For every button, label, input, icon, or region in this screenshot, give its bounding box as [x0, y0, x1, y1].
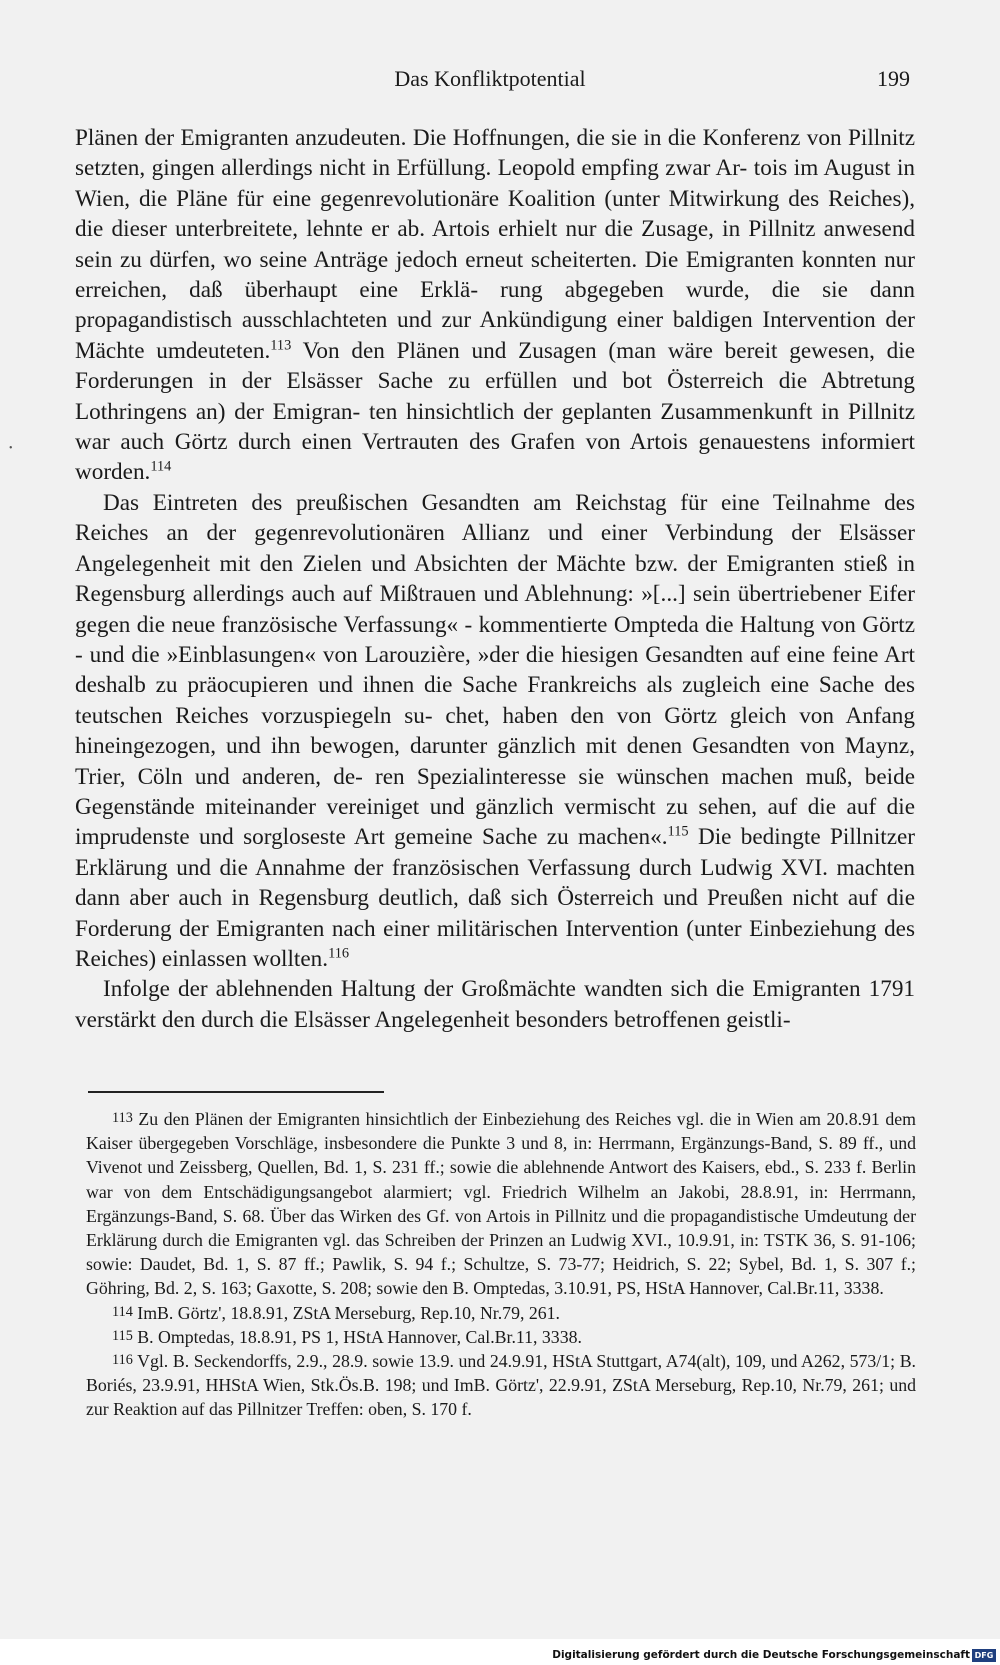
- footnote-116: $^{116}$ Vgl. B. Seckendorffs, 2.9., 28.9. sowie 13.9. und 24.9.91, HStA Stuttgart, A74(alt), 109, und A262, 573/1; B. Boriés, 23.9.91, HHStA Wien, Stk.Ös.B. 198; und ImB. Görtz', 22.9.91, ZStA Merseburg, Rep.10, Nr.79, 261; und zur Reaktion auf das Pillnitzer Treffen: oben, S. 170 f.: [86, 1351, 916, 1420]
- paragraph-2: Das Eintreten des preußischen Gesandten am Reichstag für eine Teilnahme des Reiches an der gegenrevolutionären Allianz und einer Verbindung der Elsässer Angelegenheit mit den Zielen und Absichten der Mächte bzw. der Emigranten stieß in Regensburg allerdings auch auf Mißtrauen und Ablehnung: »[...] sein übertriebener Eifer gegen die neue französische Verfassung« - kommentierte Ompteda die Haltung von Görtz - und die »Einblasungen« von Larouzière, »der die hiesigen Gesandten auf eine feine Art deshalb zu präocupieren und ihnen die Sache Frankreichs als zugleich eine Sache des teutschen Reiches vorzuspiegeln su- chet, haben den von Görtz gleich von Anfang hineingezogen, und ihn bewogen, darunter gänzlich mit denen Gesandten von Maynz, Trier, Cöln und anderen, de- ren Spezialinteresse sie wünschen machen muß, beide Gegenstände miteinander vereiniget und gänzlich vermischt zu sehen, auf die auf die imprudenste und sorgloseste Art gemeine Sache zu machen«.$^{115}$ Die bedingte Pillnitzer Erklärung und die Annahme der französischen Verfassung durch Ludwig XVI. machten dann aber auch in Regensburg deutlich, daß sich Österreich und Preußen nicht auf die Forderung der Emigranten nach einer militärischen Intervention (unter Einbeziehung des Reiches) einlassen wollten.$^{116}$: [75, 489, 916, 972]
- footnote-113: $^{113}$ Zu den Plänen der Emigranten hinsichtlich der Einbeziehung des Reiches vgl. die in Wien am 20.8.91 dem Kaiser übergegeben Vorschläge, insbesondere die Punkte 3 und 8, in: Herrmann, Ergänzungs-Band, S. 89 ff., und Vivenot und Zeissberg, Quellen, Bd. 1, S. 231 ff.; sowie die ablehnende Antwort des Kaisers, ebd., S. 233 f. Berlin war von dem Entschädigungsangebot alarmiert; vgl. Friedrich Wilhelm an Jakobi, 28.8.91, in: Herrmann, Ergänzungs-Band, S. 68. Über das Wirken des Gf. von Artois in Pillnitz und die propagandistische Umdeutung der Erklärung durch die Emigranten vgl. das Schreiben der Prinzen an Ludwig XVI., 10.9.91, in: TSTK 36, S. 91-106; sowie: Daudet, Bd. 1, S. 87 ff.; Pawlik, S. 94 f.; Schultze, S. 73-77; Heidrich, S. 22; Sybel, Bd. 1, S. 307 f.; Göhring, Bd. 2, S. 163; Gaxotte, S. 208; sowie den B. Omptedas, 3.10.91, PS, HStA Hannover, Cal.Br.11, 3338.: [86, 1109, 916, 1299]
- margin-mark: •: [9, 443, 13, 454]
- footnote-115: $^{115}$ B. Omptedas, 18.8.91, PS 1, HStA Hannover, Cal.Br.11, 3338.: [112, 1326, 582, 1347]
- footnotes: [86, 1107, 916, 1422]
- dfg-logo-icon: DFG: [972, 1649, 996, 1662]
- main-text: [75, 123, 915, 1035]
- footnote-ref-113[interactable]: 113: [270, 337, 292, 354]
- running-title: Das Konfliktpotential: [394, 66, 586, 91]
- page-header: [70, 62, 910, 92]
- paragraph-1: Plänen der Emigranten anzudeuten. Die Hoffnungen, die sie in die Konferenz von Pillnitz setzten, gingen allerdings nicht in Erfüllung. Leopold empfing zwar Ar- tois im August in Wien, die Pläne für eine gegenrevolutionäre Koalition (unter Mitwirkung des Reiches), die dieser unterbreitete, lehnte er ab. Artois erhielt nur die Zusage, in Pillnitz anwesend sein zu dürfen, wo seine Anträge jedoch erneut scheiterten. Die Emigranten konnten nur erreichen, daß überhaupt eine Erklä- rung abgegeben wurde, die sie dann propagandistisch ausschlachteten und zur Ankündigung einer baldigen Intervention der Mächte umdeuteten.$^{113}$ Von den Plänen und Zusagen (man wäre bereit gewesen, die Forderungen in der Elsässer Sache zu erfüllen und bot Österreich die Abtretung Lothringens an) der Emigran- ten hinsichtlich der geplanten Zusammenkunft in Pillnitz war auch Görtz durch einen Vertrauten des Grafen von Artois genauestens informiert worden.$^{114}$: [75, 125, 916, 486]
- footnote-ref-114[interactable]: 114: [150, 458, 172, 475]
- footnote-114: $^{114}$ ImB. Görtz', 18.8.91, ZStA Merseburg, Rep.10, Nr.79, 261.: [112, 1302, 560, 1323]
- page-number: 199: [877, 66, 910, 91]
- funding-credit: Digitalisierung gefördert durch die Deutsche Forschungsgemeinschaft: [552, 1649, 970, 1661]
- footnote-divider: [88, 1091, 384, 1093]
- footnote-ref-115[interactable]: 115: [667, 823, 689, 840]
- footnote-ref-116[interactable]: 116: [328, 945, 350, 962]
- digitization-footer: [0, 1639, 1000, 1665]
- paragraph-3: Infolge der ablehnenden Haltung der Großmächte wandten sich die Emigranten 1791 verstärkt den durch die Elsässer Angelegenheit besonders betroffenen geistli-: [75, 976, 915, 1033]
